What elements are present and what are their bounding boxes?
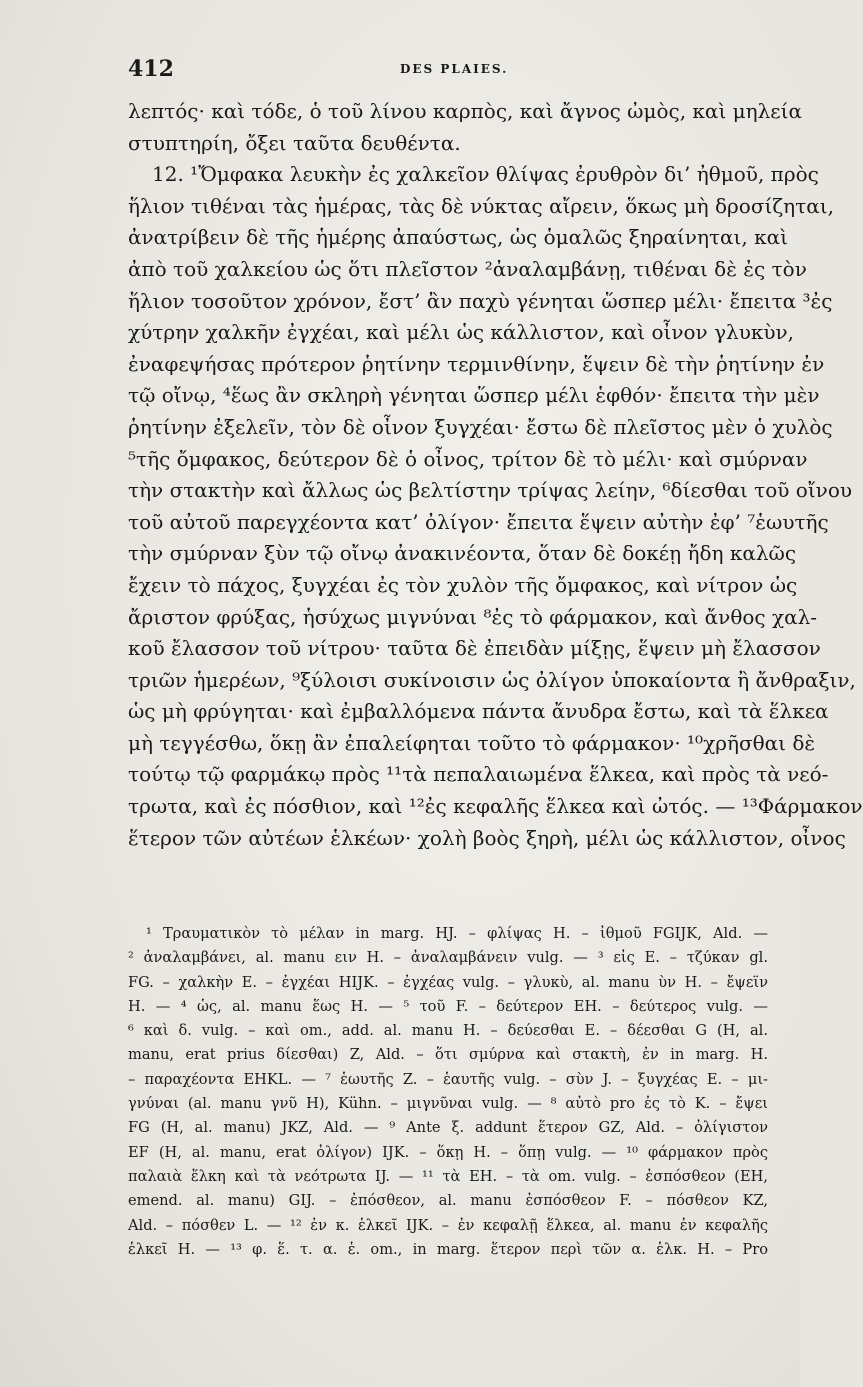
- text-line: τοῦ αὐτοῦ παρεγχέοντα κατ’ ὀλίγον· ἔπειτα ἕψειν αὐτὴν ἐφ’ ⁷ἑωυτῆς: [128, 509, 829, 534]
- text-line: τούτῳ τῷ φαρμάκῳ πρὸς ¹¹τὰ πεπαλαιωμένα ἕλκεα, καὶ πρὸς τὰ νεό-: [128, 762, 829, 787]
- text-line: ἀπὸ τοῦ χαλκείου ὡς ὅτι πλεῖστον ²ἀναλαμβάνῃ, τιθέναι δὲ ἐς τὸν: [128, 256, 807, 281]
- text-line: ὡς μὴ φρύγηται· καὶ ἐμβαλλόμενα πάντα ἄνυδρα ἔστω, καὶ τὰ ἕλκεα: [128, 699, 829, 724]
- footnote-line: manu, erat prius δίεσθαι) Z, Ald. – ὅτι σμύρνα καὶ στακτὴ, ἐν in marg. H.: [128, 1046, 768, 1064]
- footnote-line: γνύναι (al. manu γνῦ H), Kühn. – μιγνῦναι vulg. — ⁸ αὐτὸ pro ἐς τὸ K. – ἔψει: [128, 1095, 768, 1113]
- text-line: μὴ τεγγέσθω, ὅκῃ ἂν ἐπαλείφηται τοῦτο τὸ φάρμακον· ¹⁰χρῆσθαι δὲ: [128, 730, 816, 755]
- footnote-line: παλαιὰ ἕλκη καὶ τὰ νεότρωτα IJ. — ¹¹ τὰ EH. – τὰ om. vulg. – ἐσπόσθεον (EH,: [128, 1167, 768, 1185]
- running-head: DES PLAIES.: [400, 62, 509, 76]
- page-header: [118, 52, 768, 92]
- footnote-line: ² ἀναλαμβάνει, al. manu ειν H. – ἀναλαμβάνειν vulg. — ³ εἰς E. – τζύκαν gl.: [128, 949, 768, 967]
- text-line: τρωτα, καὶ ἐς πόσθιον, καὶ ¹²ἐς κεφαλῆς ἕλκεα καὶ ὠτός. — ¹³Φάρμακον: [128, 794, 863, 819]
- text-line: ἐναφεψήσας πρότερον ῥητίνην τερμινθίνην, ἕψειν δὲ τὴν ῥητίνην ἐν: [128, 351, 825, 376]
- text-line: ἀνατρίβειν δὲ τῆς ἡμέρης ἀπαύστως, ὡς ὁμαλῶς ξηραίνηται, καὶ: [128, 225, 788, 250]
- text-line: τὴν στακτὴν καὶ ἄλλως ὡς βελτίστην τρίψας λείην, ⁶δίεσθαι τοῦ οἴνου: [128, 478, 853, 503]
- text-line: λεπτός· καὶ τόδε, ὁ τοῦ λίνου καρπὸς, καὶ ἄγνος ὠμὸς, καὶ μηλεία: [128, 99, 803, 123]
- text-line: ἥλιον τοσοῦτον χρόνον, ἔστ’ ἂν παχὺ γένηται ὥσπερ μέλι· ἔπειτα ³ἐς: [128, 288, 833, 313]
- text-line: ῥητίνην ἐξελεῖν, τὸν δὲ οἶνον ξυγχέαι· ἔστω δὲ πλεῖστος μὲν ὁ χυλὸς: [128, 414, 833, 439]
- footnote-line: EF (H, al. manu, erat ὀλίγον) IJK. – ὅκῃ H. – ὅπῃ vulg. — ¹⁰ φάρμακον πρὸς: [128, 1143, 768, 1161]
- footnote-line: FG (H, al. manu) JKZ, Ald. — ⁹ Ante ξ. addunt ἕτερον GZ, Ald. – ὀλίγιστον: [128, 1119, 768, 1137]
- footnote-line: FG. – χαλκὴν E. – ἐγχέαι HIJK. – ἐγχέας vulg. – γλυκὺ, al. manu ὺν H. – ἔψεϊν: [128, 973, 768, 991]
- page-number: 412: [128, 56, 174, 82]
- footnote-line: – παραχέοντα EHKL. — ⁷ ἑωυτῆς Z. – ἑαυτῆς vulg. – σὺν J. – ξυγχέας E. – μι-: [128, 1070, 768, 1088]
- footnote-line: emend. al. manu) GIJ. – ἐπόσθεον, al. manu ἐσπόσθεον F. – πόσθεον KZ,: [128, 1192, 768, 1210]
- footnote-line: ⁶ καὶ δ. vulg. – καὶ om., add. al. manu H. – δεύεσθαι E. – δέεσθαι G (H, al.: [128, 1022, 768, 1040]
- footnote-line: ¹ Τραυματικὸν τὸ μέλαν in marg. HJ. – φλίψας H. – ἰθμοῦ FGIJK, Ald. —: [146, 925, 768, 942]
- footnote-line: ἑλκεῖ H. — ¹³ φ. ἕ. τ. α. ἑ. om., in marg. ἕτερον περὶ τῶν α. ἑλκ. H. – Pro: [128, 1240, 768, 1258]
- text-line: ἕτερον τῶν αὐτέων ἑλκέων· χολὴ βοὸς ξηρὴ, μέλι ὡς κάλλιστον, οἶνος: [128, 825, 846, 850]
- footnote-line: Ald. – πόσθεν L. — ¹² ἐν κ. ἑλκεῖ IJK. – ἐν κεφαλῇ ἕλκεα, al. manu ἐν κεφαλῆς: [128, 1216, 768, 1234]
- text-line: ⁵τῆς ὄμφακος, δεύτερον δὲ ὁ οἶνος, τρίτον δὲ τὸ μέλι· καὶ σμύρναν: [128, 446, 808, 471]
- text-line: τῷ οἴνῳ, ⁴ἕως ἂν σκληρὴ γένηται ὥσπερ μέλι ἑφθόν· ἔπειτα τὴν μὲν: [128, 383, 820, 408]
- footnotes: [128, 922, 768, 1262]
- text-line: τὴν σμύρναν ξὺν τῷ οἴνῳ ἀνακινέοντα, ὅταν δὲ δοκέῃ ἤδη καλῶς: [128, 541, 797, 566]
- text-line: στυπτηρίη, ὄξει ταῦτα δευθέντα.: [128, 130, 461, 155]
- footnote-line: H. — ⁴ ὡς, al. manu ἕως H. — ⁵ τοῦ F. – δεύτερον EH. – δεύτερος vulg. —: [128, 997, 768, 1015]
- main-text: [128, 96, 863, 854]
- text-line: 12. ¹Ὄμφακα λευκὴν ἐς χαλκεῖον θλίψας ἐρυθρὸν δι’ ἠθμοῦ, πρὸς: [152, 162, 819, 187]
- text-line: ἥλιον τιθέναι τὰς ἡμέρας, τὰς δὲ νύκτας αἴρειν, ὅκως μὴ δροσίζηται,: [128, 193, 834, 218]
- text-line: χύτρην χαλκῆν ἐγχέαι, καὶ μέλι ὡς κάλλιστον, καὶ οἶνον γλυκὺν,: [128, 320, 795, 345]
- text-line: κοῦ ἔλασσον τοῦ νίτρου· ταῦτα δὲ ἐπειδὰν μίξῃς, ἕψειν μὴ ἔλασσον: [128, 636, 821, 661]
- text-line: ἄριστον φρύξας, ἡσύχως μιγνύναι ⁸ἐς τὸ φάρμακον, καὶ ἄνθος χαλ-: [128, 604, 818, 629]
- text-line: τριῶν ἡμερέων, ⁹ξύλοισι συκίνοισιν ὡς ὀλίγον ὑποκαίοντα ἢ ἄνθραξιν,: [128, 667, 856, 692]
- text-line: ἔχειν τὸ πάχος, ξυγχέαι ἐς τὸν χυλὸν τῆς ὄμφακος, καὶ νίτρον ὡς: [128, 572, 798, 597]
